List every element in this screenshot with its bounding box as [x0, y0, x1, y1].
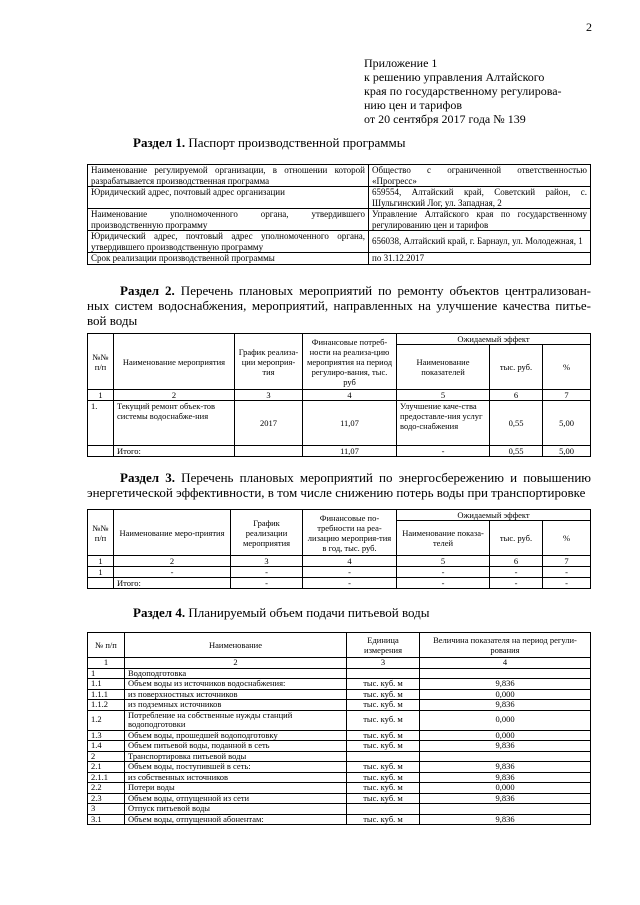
total-percent: - [543, 578, 591, 589]
passport-table [87, 164, 591, 265]
header-indicator: Наименование показа-телей [397, 521, 490, 556]
header-num: №№ п/п [88, 510, 114, 556]
total-label: Итого: [114, 578, 231, 589]
passport-value: по 31.12.2017 [369, 253, 591, 265]
row-thousand: 0,55 [490, 401, 543, 446]
header-percent: % [543, 521, 591, 556]
passport-label: Наименование уполномоченного органа, утвердившего производственную программу [88, 209, 369, 231]
row-num: 1.1.1 [88, 689, 125, 700]
col-number: 4 [420, 658, 591, 669]
header-num: № п/п [88, 633, 125, 658]
table-row [88, 165, 591, 187]
row-unit: тыс. куб. м [347, 700, 420, 711]
header-unit: Единица измерения [347, 633, 420, 658]
column-numbers-row [88, 658, 591, 669]
row-percent: 5,00 [543, 401, 591, 446]
section3-title-rest: Перечень плановых мероприятий по энергосбережению и повышению энергетической эффективности, в том числе снижению потерь воды при транспортировке [87, 470, 591, 500]
col-number: 1 [88, 658, 125, 669]
total-row [88, 446, 591, 457]
energy-measures-table [87, 509, 591, 589]
header-effect: Ожидаемый эффект [397, 334, 591, 345]
row-num: 2.1.1 [88, 772, 125, 783]
total-schedule [235, 446, 303, 457]
total-schedule: - [231, 578, 303, 589]
row-name: из собственных источников [125, 772, 347, 783]
row-schedule: 2017 [235, 401, 303, 446]
col-number: 2 [114, 390, 235, 401]
total-indicator: - [397, 578, 490, 589]
row-num: 3.1 [88, 814, 125, 825]
row-num: 1.1.2 [88, 700, 125, 711]
table-row [88, 187, 591, 209]
section2-title-rest: Перечень плановых мероприятий по ремонту объектов централизован-ных систем водоснабжения, мероприятий, направленных на улучшение качества питье-вой воды [87, 283, 591, 328]
header-name: Наименование мероприятия [114, 334, 235, 390]
table-row [88, 772, 591, 783]
annex-line: края по государственному регулирова- [364, 84, 562, 98]
table-header [88, 334, 591, 390]
header-name: Наименование [125, 633, 347, 658]
water-supply-table [87, 632, 591, 825]
row-name: Потери воды [125, 783, 347, 794]
table-row [88, 783, 591, 794]
passport-label: Наименование регулируемой организации, в отношении которой разрабатывается производственная программа [88, 165, 369, 187]
row-value: 0,000 [420, 783, 591, 794]
col-number: 5 [397, 556, 490, 567]
total-percent: 5,00 [543, 446, 591, 457]
row-value: 9,836 [420, 793, 591, 804]
table-header [88, 633, 591, 658]
col-number: 3 [347, 658, 420, 669]
row-name: Отпуск питьевой воды [125, 804, 347, 815]
section4-title-rest: Планируемый объем подачи питьевой воды [185, 605, 430, 620]
row-name: - [114, 567, 231, 578]
table-row [88, 689, 591, 700]
row-name: Объем воды, отпущенной из сети [125, 793, 347, 804]
row-value: 9,836 [420, 814, 591, 825]
annex-line: к решению управления Алтайского [364, 70, 545, 84]
passport-label: Срок реализации производственной программы [88, 253, 369, 265]
annex-block [364, 56, 604, 126]
passport-body [88, 165, 591, 265]
row-unit: тыс. куб. м [347, 783, 420, 794]
row-unit: тыс. куб. м [347, 741, 420, 752]
row-value: 9,836 [420, 700, 591, 711]
water-supply-body [88, 658, 591, 825]
row-num: 1.2 [88, 710, 125, 730]
column-numbers-row [88, 390, 591, 401]
col-number: 4 [303, 390, 397, 401]
header-value: Величина показателя на период регули-рования [420, 633, 591, 658]
passport-label: Юридический адрес, почтовый адрес организации [88, 187, 369, 209]
row-name: Объем воды, поступившей в сеть: [125, 762, 347, 773]
col-number: 6 [490, 556, 543, 567]
col-number: 3 [231, 556, 303, 567]
row-value [420, 804, 591, 815]
table-row [88, 741, 591, 752]
row-name: Объем воды, отпущенной абонентам: [125, 814, 347, 825]
table-row [88, 751, 591, 762]
row-value: 0,000 [420, 689, 591, 700]
row-unit: тыс. куб. м [347, 772, 420, 783]
header-effect: Ожидаемый эффект [397, 510, 591, 521]
row-unit: тыс. куб. м [347, 679, 420, 690]
section1-title-bold: Раздел 1. [133, 135, 186, 150]
col-number: 2 [114, 556, 231, 567]
section3-title-bold: Раздел 3. [120, 470, 175, 485]
passport-value: Управление Алтайского края по государственному регулированию цен и тарифов [369, 209, 591, 231]
header-schedule: График реализации мероприятия [231, 510, 303, 556]
header-thousand: тыс. руб. [490, 521, 543, 556]
section4-title-bold: Раздел 4. [133, 605, 186, 620]
col-number: 3 [235, 390, 303, 401]
total-indicator: - [397, 446, 490, 457]
annex-line: от 20 сентября 2017 года № 139 [364, 112, 526, 126]
row-name: Объем воды, прошедшей водоподготовку [125, 730, 347, 741]
col-number: 7 [543, 556, 591, 567]
table-row [88, 700, 591, 711]
col-number: 5 [397, 390, 490, 401]
col-number: 1 [88, 556, 114, 567]
header-percent: % [543, 345, 591, 390]
section4-title [133, 605, 430, 620]
header-name: Наименование меро-приятия [114, 510, 231, 556]
row-unit [347, 751, 420, 762]
section2-title [87, 283, 591, 328]
passport-label: Юридический адрес, почтовый адрес уполномоченного органа, утвердившего производственную программу [88, 231, 369, 253]
row-value: 0,000 [420, 710, 591, 730]
repair-measures-table [87, 333, 591, 457]
table-row [88, 567, 591, 578]
header-finance: Финансовые по-требности на реа-лизацию мероприя-тия в год, тыс. руб. [303, 510, 397, 556]
section2-title-bold: Раздел 2. [120, 283, 175, 298]
header-finance: Финансовые потреб-ности на реализа-цию мероприятия на период регулиро-вания, тыс. руб [303, 334, 397, 390]
header-indicator: Наименование показателей [397, 345, 490, 390]
col-number: 4 [303, 556, 397, 567]
row-name: из подземных источников [125, 700, 347, 711]
row-unit: тыс. куб. м [347, 730, 420, 741]
table-row [88, 804, 591, 815]
row-thousand: - [490, 567, 543, 578]
table-row [88, 762, 591, 773]
total-thousand: 0,55 [490, 446, 543, 457]
passport-value: 656038, Алтайский край, г. Барнаул, ул. Молодежная, 1 [369, 231, 591, 253]
row-unit: тыс. куб. м [347, 710, 420, 730]
annex-line: нию цен и тарифов [364, 98, 462, 112]
table-row [88, 679, 591, 690]
row-num: 1. [88, 401, 114, 446]
table-row [88, 730, 591, 741]
row-unit: тыс. куб. м [347, 762, 420, 773]
row-finance: - [303, 567, 397, 578]
col-number: 1 [88, 390, 114, 401]
row-num: 1.1 [88, 679, 125, 690]
row-name: Текущий ремонт объек-тов системы водоснабже-ния [114, 401, 235, 446]
annex-line: Приложение 1 [364, 56, 438, 70]
row-value: 9,836 [420, 762, 591, 773]
total-row [88, 578, 591, 589]
row-name: из поверхностных источников [125, 689, 347, 700]
row-unit [347, 668, 420, 679]
row-schedule: - [231, 567, 303, 578]
table-row [88, 401, 591, 446]
table-row [88, 814, 591, 825]
row-num: 2.1 [88, 762, 125, 773]
total-finance: 11,07 [303, 446, 397, 457]
row-num: 1 [88, 567, 114, 578]
row-value: 9,836 [420, 679, 591, 690]
table-row [88, 710, 591, 730]
column-numbers-row [88, 556, 591, 567]
row-indicator: Улучшение каче-ства предоставле-ния услуг водо-снабжения [397, 401, 490, 446]
passport-value: 659554, Алтайский край, Советский район, с. Шульгинский Лог, ул. Западная, 2 [369, 187, 591, 209]
row-num: 2 [88, 751, 125, 762]
row-num: 3 [88, 804, 125, 815]
table-row [88, 793, 591, 804]
row-unit [347, 804, 420, 815]
header-num: №№ п/п [88, 334, 114, 390]
col-number: 7 [543, 390, 591, 401]
row-indicator: - [397, 567, 490, 578]
row-num: 2.2 [88, 783, 125, 794]
section1-title-rest: Паспорт производственной программы [185, 135, 406, 150]
table-row [88, 209, 591, 231]
table-row [88, 231, 591, 253]
row-percent: - [543, 567, 591, 578]
header-schedule: График реализа-ции мероприя-тия [235, 334, 303, 390]
header-thousand: тыс. руб. [490, 345, 543, 390]
row-num: 1 [88, 668, 125, 679]
row-name: Водоподготовка [125, 668, 347, 679]
table-row [88, 668, 591, 679]
total-finance: - [303, 578, 397, 589]
row-num: 2.3 [88, 793, 125, 804]
table-row [88, 253, 591, 265]
row-value [420, 668, 591, 679]
row-num: 1.4 [88, 741, 125, 752]
row-unit: тыс. куб. м [347, 814, 420, 825]
row-name: Объем воды из источников водоснабжения: [125, 679, 347, 690]
row-name: Потребление на собственные нужды станций водоподготовки [125, 710, 347, 730]
row-value [420, 751, 591, 762]
row-finance: 11,07 [303, 401, 397, 446]
table-header [88, 510, 591, 556]
col-number: 2 [125, 658, 347, 669]
row-num: 1.3 [88, 730, 125, 741]
row-name: Объем питьевой воды, поданной в сеть [125, 741, 347, 752]
page-number: 2 [586, 20, 592, 34]
total-label: Итого: [114, 446, 235, 457]
section1-title [133, 135, 405, 150]
row-value: 9,836 [420, 772, 591, 783]
section3-title [87, 470, 591, 500]
col-number: 6 [490, 390, 543, 401]
row-name: Транспортировка питьевой воды [125, 751, 347, 762]
total-thousand: - [490, 578, 543, 589]
passport-value: Общество с ограниченной ответственностью «Прогресс» [369, 165, 591, 187]
row-value: 0,000 [420, 730, 591, 741]
row-unit: тыс. куб. м [347, 793, 420, 804]
row-unit: тыс. куб. м [347, 689, 420, 700]
row-value: 9,836 [420, 741, 591, 752]
